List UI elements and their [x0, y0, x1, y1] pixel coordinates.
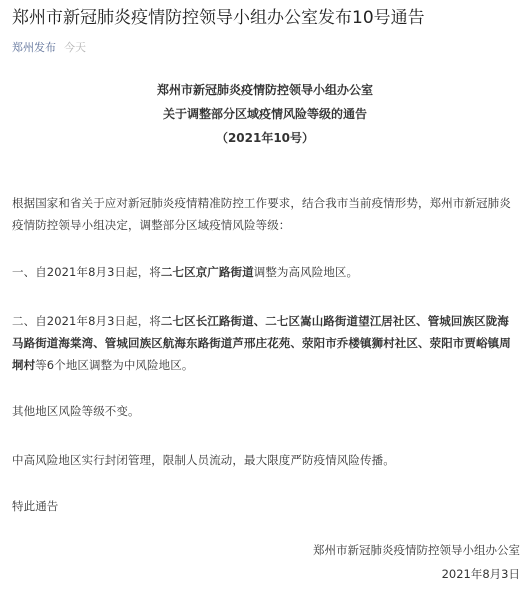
notice-number: （2021年10号）	[215, 131, 315, 145]
publish-time: 今天	[64, 41, 86, 54]
high-risk-area: 二七区京广路街道	[160, 265, 254, 279]
signature-date: 2021年8月3日	[441, 567, 520, 581]
other-areas-paragraph: 其他地区风险等级不变。	[12, 404, 140, 418]
item-one-prefix: 一、自2021年8月3日起，将	[12, 265, 161, 279]
intro-paragraph: 根据国家和省关于应对新冠肺炎疫情精准防控工作要求，结合我市当前疫情形势，郑州市新冠肺炎疫情防控领导小组决定，调整部分区域疫情风险等级：	[12, 196, 511, 232]
medium-risk-areas: 二七区长江路街道、二七区嵩山路街道望江居社区、管城回族区陇海马路街道海棠湾、管城回族区航海东路街道芦邢庄花苑、荥阳市乔楼镇狮村社区、荥阳市贾峪镇周垌村	[12, 314, 511, 372]
article-title: 郑州市新冠肺炎疫情防控领导小组办公室发布10号通告	[12, 8, 425, 28]
closing-text: 特此通告	[12, 499, 59, 513]
notice-subject-heading: 关于调整部分区域疫情风险等级的通告	[162, 107, 367, 121]
item-two-paragraph	[12, 310, 520, 376]
item-two-suffix: 等6个地区调整为中风险地区。	[35, 358, 194, 372]
item-one-paragraph	[12, 261, 520, 283]
item-two-prefix: 二、自2021年8月3日起，将	[12, 314, 161, 328]
account-name-link[interactable]: 郑州发布	[12, 41, 56, 54]
item-one-suffix: 调整为高风险地区。	[253, 265, 359, 279]
signature-issuer: 郑州市新冠肺炎疫情防控领导小组办公室	[313, 543, 520, 557]
article-meta	[12, 41, 86, 55]
notice-issuer-heading: 郑州市新冠肺炎疫情防控领导小组办公室	[156, 83, 373, 97]
measures-paragraph: 中高风险地区实行封闭管理，限制人员流动，最大限度严防疫情风险传播。	[12, 453, 395, 467]
